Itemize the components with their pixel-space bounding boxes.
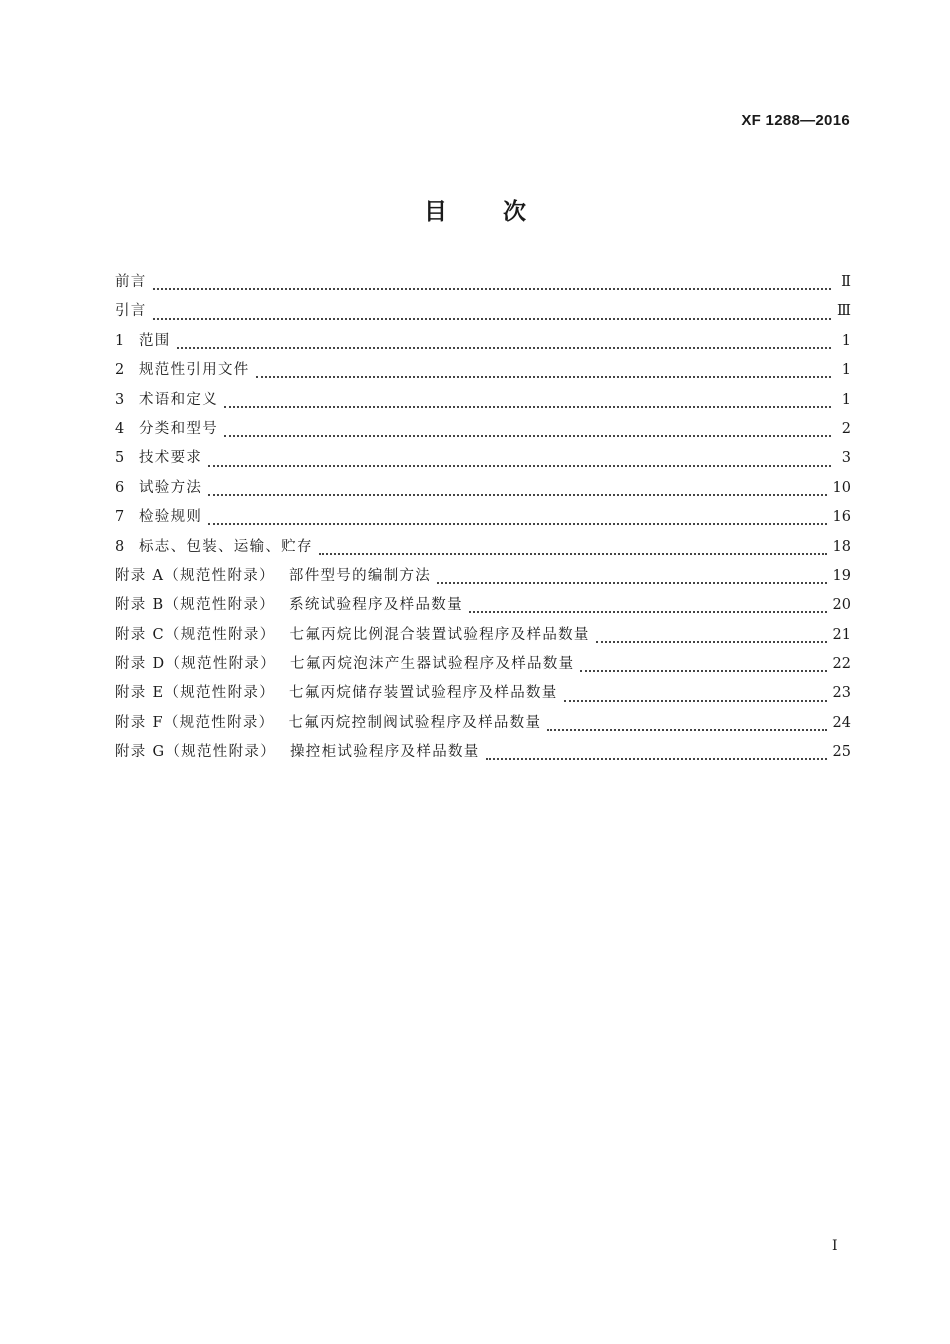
toc-entry-8[interactable] <box>115 535 851 564</box>
toc-entry-number: 4 <box>115 420 126 437</box>
toc-appendix-prefix: 附录 G（规范性附录） <box>115 744 276 761</box>
toc-leader-dots <box>256 375 831 378</box>
toc-entry-appendix-d[interactable] <box>115 652 851 681</box>
toc-entry-1[interactable] <box>115 329 851 358</box>
toc-leader-dots <box>596 640 827 643</box>
toc-leader-dots <box>177 346 831 349</box>
toc-entry-label: 引言 <box>115 303 147 320</box>
toc-leader-dots <box>208 522 826 525</box>
toc-entry-page: 10 <box>832 479 851 496</box>
toc-entry-page: 23 <box>832 685 851 702</box>
toc-leader-dots <box>153 287 831 290</box>
toc-leader-dots <box>486 757 827 760</box>
toc-leader-dots <box>208 493 826 496</box>
toc-entry-appendix-a[interactable] <box>115 564 851 593</box>
toc-entry-6[interactable] <box>115 476 851 505</box>
toc-leader-dots <box>580 669 826 672</box>
toc-appendix-prefix: 附录 C（规范性附录） <box>115 626 276 643</box>
toc-entry-number: 7 <box>115 509 126 526</box>
toc-entry-number: 2 <box>115 362 126 379</box>
toc-entry-page: Ⅱ <box>841 274 851 290</box>
toc-leader-dots <box>437 581 826 584</box>
toc-entry-appendix-g[interactable] <box>115 740 851 769</box>
toc-entry-page: 2 <box>841 420 851 437</box>
toc-entry-number: 6 <box>115 479 126 496</box>
toc-entry-page: 1 <box>841 332 851 349</box>
toc-entry-appendix-f[interactable] <box>115 711 851 740</box>
toc-appendix-prefix: 附录 A（规范性附录） <box>115 567 275 584</box>
toc-entry-label: 分类和型号 <box>139 420 218 437</box>
toc-appendix-prefix: 附录 B（规范性附录） <box>115 597 276 614</box>
toc-entry-label: 前言 <box>115 274 147 290</box>
toc-entry-page: 22 <box>832 656 851 673</box>
toc-entry-label: 范围 <box>139 332 171 349</box>
toc-entry-label: 七氟丙烷泡沫产生器试验程序及样品数量 <box>290 656 575 673</box>
toc-entry-foreword[interactable] <box>115 270 851 299</box>
standard-code: XF 1288—2016 <box>741 112 850 129</box>
toc-entry-page: 20 <box>832 597 851 614</box>
toc-entry-label: 操控柜试验程序及样品数量 <box>290 744 480 761</box>
toc-entry-2[interactable] <box>115 358 851 387</box>
toc-entry-page: 3 <box>841 450 851 467</box>
toc-entry-appendix-e[interactable] <box>115 681 851 710</box>
toc-entry-page: Ⅲ <box>837 303 851 320</box>
toc-entry-5[interactable] <box>115 446 851 475</box>
toc-entry-number: 8 <box>115 538 126 555</box>
toc-entry-number: 1 <box>115 332 126 349</box>
toc-entry-page: 16 <box>832 509 851 526</box>
toc-entry-label: 七氟丙烷储存装置试验程序及样品数量 <box>289 685 558 702</box>
toc-entry-label: 术语和定义 <box>139 391 218 408</box>
toc-entry-page: 25 <box>832 744 851 761</box>
toc-entry-page: 24 <box>832 714 851 731</box>
page-number: Ⅰ <box>832 1238 838 1254</box>
page-title: 目次 <box>424 199 582 225</box>
toc-entry-introduction[interactable] <box>115 299 851 328</box>
toc-appendix-prefix: 附录 E（规范性附录） <box>115 685 275 702</box>
toc-entry-page: 1 <box>841 391 851 408</box>
toc-entry-label: 规范性引用文件 <box>139 362 250 379</box>
toc-entry-page: 19 <box>832 567 851 584</box>
toc-leader-dots <box>224 405 831 408</box>
toc-entry-7[interactable] <box>115 505 851 534</box>
toc-entry-appendix-b[interactable] <box>115 593 851 622</box>
toc-entry-label: 标志、包装、运输、贮存 <box>139 538 313 555</box>
table-of-contents <box>115 270 851 770</box>
toc-entry-number: 3 <box>115 391 126 408</box>
toc-entry-label: 七氟丙烷比例混合装置试验程序及样品数量 <box>289 626 590 643</box>
toc-leader-dots <box>153 317 831 320</box>
toc-entry-label: 系统试验程序及样品数量 <box>289 597 463 614</box>
toc-entry-4[interactable] <box>115 417 851 446</box>
toc-entry-label: 检验规则 <box>139 509 203 526</box>
toc-appendix-prefix: 附录 F（规范性附录） <box>115 714 275 731</box>
toc-leader-dots <box>469 610 827 613</box>
toc-entry-label: 七氟丙烷控制阀试验程序及样品数量 <box>288 714 542 731</box>
toc-entry-number: 5 <box>115 450 126 467</box>
toc-entry-label: 部件型号的编制方法 <box>288 567 432 584</box>
toc-leader-dots <box>564 699 827 702</box>
toc-entry-page: 1 <box>841 362 851 379</box>
toc-leader-dots <box>208 464 831 467</box>
toc-appendix-prefix: 附录 D（规范性附录） <box>115 656 277 673</box>
toc-entry-page: 21 <box>832 626 851 643</box>
toc-leader-dots <box>319 552 827 555</box>
toc-entry-label: 技术要求 <box>139 450 203 467</box>
toc-entry-label: 试验方法 <box>139 479 203 496</box>
toc-entry-appendix-c[interactable] <box>115 623 851 652</box>
toc-entry-page: 18 <box>832 538 851 555</box>
toc-entry-3[interactable] <box>115 388 851 417</box>
toc-leader-dots <box>224 434 831 437</box>
toc-leader-dots <box>547 728 826 731</box>
